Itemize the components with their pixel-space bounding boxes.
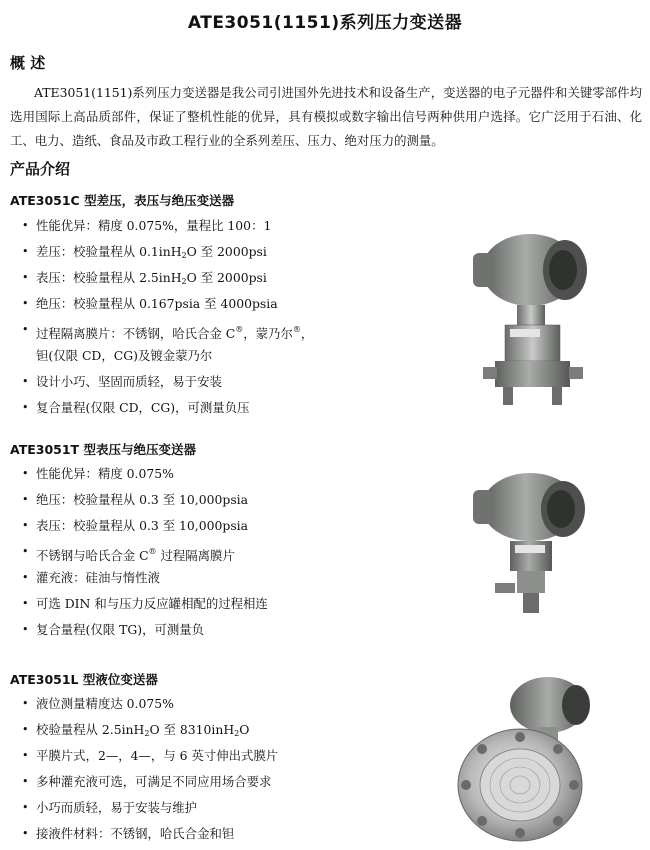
list-item: • 复合量程(仅限 CD，CG)，可测量负压 [22,395,313,421]
t-series-heading: ATE3051T 型表压与绝压变送器 [10,442,196,457]
t-series-transmitter-image [455,465,605,630]
overview-paragraph: ATE3051(1151)系列压力变送器是我公司引进国外先进技术和设备生产，变送器的电子元器件和关键零部件均选用国际上高品质部件，保证了整机性能的优异，具有模拟或数字输出信号两种供用户选择。它广泛用于石油、化工、电力、造纸、食品及市政工程行业的全系列差压、压力、绝对压力的测量。 [10,85,642,148]
list-item: • 小巧而质轻，易于安装与维护 [22,795,278,821]
page-title: ATE3051(1151)系列压力变送器 [187,13,463,33]
list-item: • 灌充液：硅油与惰性液 [22,565,268,591]
list-item: • 设计小巧、坚固而质轻，易于安装 [22,369,313,395]
list-item: • 多种灌充液可选，可满足不同应用场合要求 [22,769,278,795]
list-item: • 校验量程从 2.5inH$_2$O 至 8310inH$_2$O [22,717,278,743]
t-series-list [22,461,268,643]
list-item: • 绝压：校验量程从 0.3 至 10,000psia [22,487,268,513]
overview-heading: 概 述 [10,54,46,72]
list-item: • 差压：校验量程从 0.1inH$_2$O 至 2000psi [22,239,313,265]
l-series-list [22,691,278,847]
c-series-transmitter-image [455,225,605,415]
list-item: • 液位测量精度达 0.075% [22,691,278,717]
c-series-list [22,213,313,421]
list-item: • 表压：校验量程从 2.5inH$_2$O 至 2000psi [22,265,313,291]
list-item: • 平膜片式，2—，4—，与 6 英寸伸出式膜片 [22,743,278,769]
c-series-heading: ATE3051C 型差压，表压与绝压变送器 [10,193,235,208]
list-item: • 表压：校验量程从 0.3 至 10,000psia [22,513,268,539]
l-series-heading: ATE3051L 型液位变送器 [10,672,158,687]
list-item: • 性能优异：精度 0.075% [22,461,268,487]
list-item-continuation: 钽(仅限 CD，CG)及镀金蒙乃尔 [36,348,213,363]
products-heading: 产品介绍 [10,160,71,178]
overview-text [10,81,642,153]
list-item: • 接液件材料：不锈钢，哈氏合金和钽 [22,821,278,847]
list-item: • 性能优异：精度 0.075%，量程比 100：1 [22,213,313,239]
list-item: • 不锈钢与哈氏合金 C® 过程隔离膜片 [22,539,268,565]
list-item: • 过程隔离膜片：不锈钢，哈氏合金 C®，蒙乃尔®， [22,317,313,343]
l-series-transmitter-image [448,675,608,845]
list-item: • 复合量程(仅限 TG)，可测量负 [22,617,268,643]
list-item: • 绝压：校验量程从 0.167psia 至 4000psia [22,291,313,317]
list-item: • 可选 DIN 和与压力反应罐相配的过程相连 [22,591,268,617]
